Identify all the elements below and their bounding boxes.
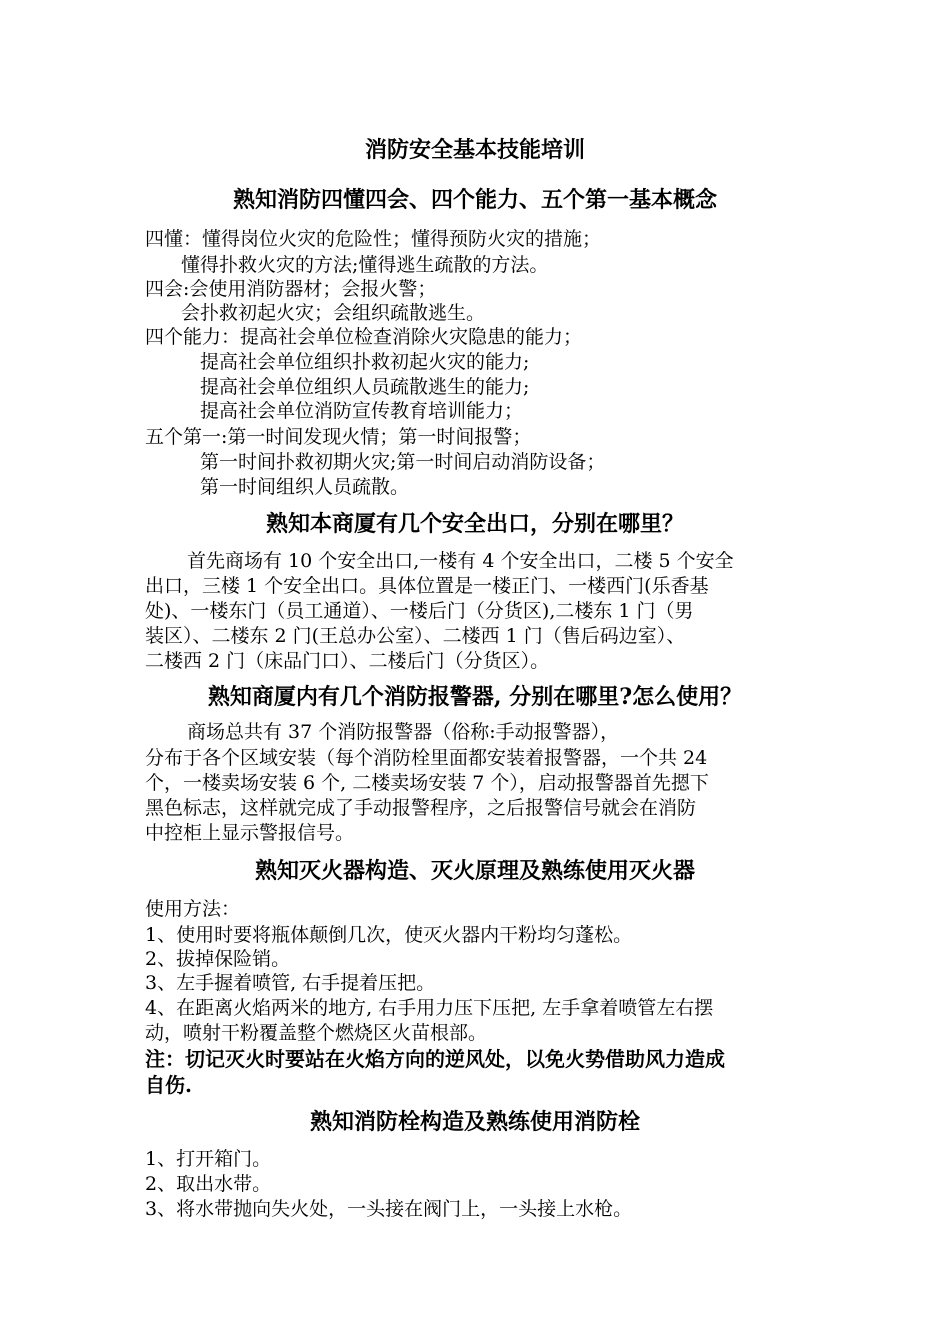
section1-line: 提高社会单位组织扑救初起火灾的能力; [200,351,530,373]
section4-line: 4、在距离火焰两米的地方, 右手用力压下压把, 左手拿着喷管左右摆 [145,997,714,1019]
section1-line: 第一时间扑救初期火灾;第一时间启动消防设备； [200,451,606,473]
section1-line: 提高社会单位消防宣传教育培训能力； [200,400,524,422]
section3-line: 中控柜上显示警报信号。 [145,822,355,844]
section4-line: 3、左手握着喷管, 右手提着压把。 [145,972,436,994]
section1-heading: 熟知消防四懂四会、四个能力、五个第一基本概念 [232,187,717,213]
section2-line: 装区）、二楼东 2 门(王总办公室）、二楼西 1 门（售后码边室）、 [145,625,686,647]
warning-note-line: 注：切记灭火时要站在火焰方向的逆风处，以免火势借助风力造成 [145,1047,725,1071]
section3-line: 黑色标志，这样就完成了手动报警程序，之后报警信号就会在消防 [145,797,697,819]
section1-line: 五个第一:第一时间发现火情；第一时间报警； [145,426,532,448]
section1-line: 四懂：懂得岗位火灾的危险性；懂得预防火灾的措施； [145,228,602,250]
section3-line: 商场总共有 37 个消防报警器（俗称:手动报警器）， [187,721,620,743]
section5-line: 1、打开箱门。 [145,1148,272,1170]
section3-line: 分布于各个区域安装（每个消防栓里面都安装着报警器，一个共 24 [145,747,708,769]
warning-note-line: 自伤. [145,1073,192,1097]
section1-line: 四个能力：提高社会单位检查消除火灾隐患的能力； [145,326,583,348]
section3-line: 个，一楼卖场安装 6 个, 二楼卖场安装 7 个），启动报警器首先摁下 [145,772,709,794]
section1-line: 提高社会单位组织人员疏散逃生的能力; [200,376,530,398]
section4-line: 1、使用时要将瓶体颠倒几次，使灭火器内干粉均匀蓬松。 [145,924,633,946]
section1-line: 四会:会使用消防器材；会报火警； [145,278,437,300]
section4-heading: 熟知灭火器构造、灭火原理及熟练使用灭火器 [254,858,695,884]
section2-line: 首先商场有 10 个安全出口,一楼有 4 个安全出口，二楼 5 个安全 [187,550,734,572]
section5-line: 2、取出水带。 [145,1173,272,1195]
section5-heading: 熟知消防栓构造及熟练使用消防栓 [309,1109,640,1135]
section4-line: 使用方法： [145,898,241,920]
section2-heading: 熟知本商厦有几个安全出口，分别在哪里？ [265,511,684,537]
section2-line: 出口，三楼 1 个安全出口。具体位置是一楼正门、一楼西门(乐香基 [145,575,709,597]
section4-line: 2、拔掉保险销。 [145,948,291,970]
section1-line: 会扑救初起火灾；会组织疏散逃生。 [181,302,486,324]
section4-line: 动，喷射干粉覆盖整个燃烧区火苗根部。 [145,1022,488,1044]
document-title: 消防安全基本技能培训 [364,137,585,163]
section3-heading: 熟知商厦内有几个消防报警器, 分别在哪里?怎么使用？ [207,684,743,710]
section1-line: 第一时间组织人员疏散。 [200,476,410,498]
section1-line: 懂得扑救火灾的方法;懂得逃生疏散的方法。 [181,254,549,276]
section2-line: 二楼西 2 门（床品门口）、二楼后门（分货区）。 [145,650,550,672]
section5-line: 3、将水带抛向失火处，一头接在阀门上，一头接上水枪。 [145,1198,633,1220]
section2-line: 处)、一楼东门（员工通道）、一楼后门（分货区),二楼东 1 门（男 [145,600,694,622]
